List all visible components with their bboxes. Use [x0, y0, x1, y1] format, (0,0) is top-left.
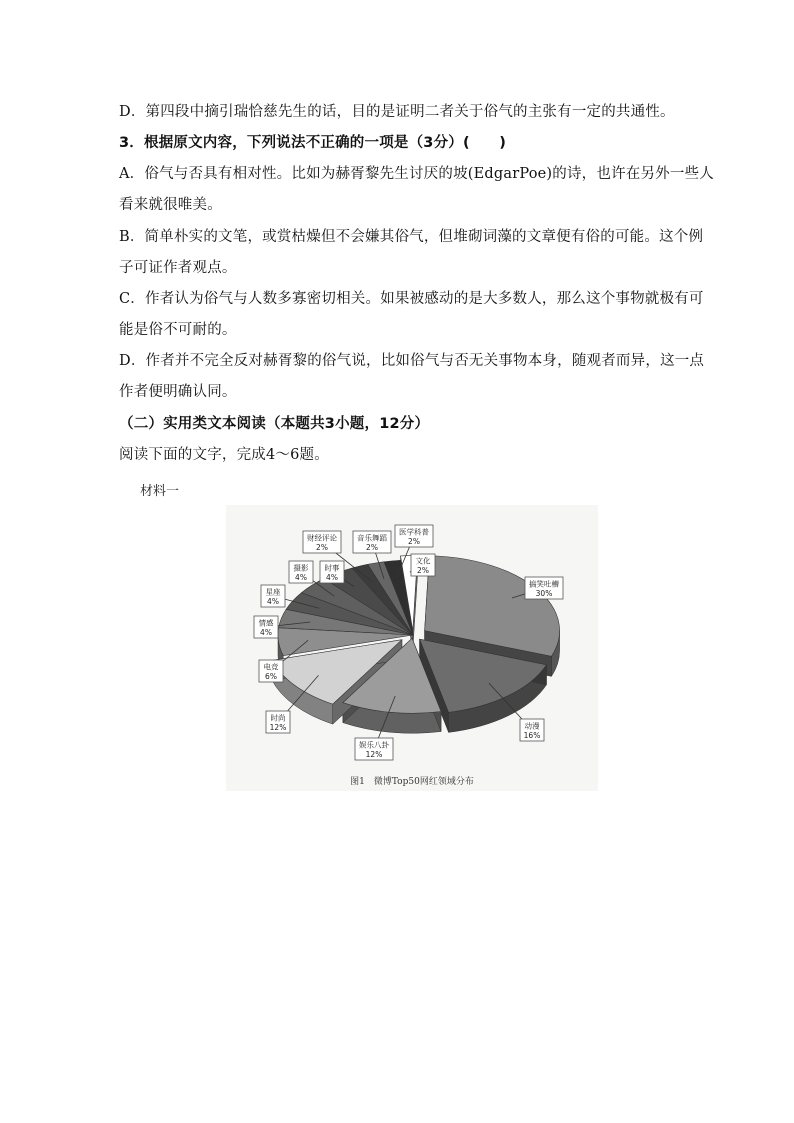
svg-text:财经评论: 财经评论: [307, 533, 337, 543]
option-c-line-1: C．作者认为俗气与人数多寡密切相关。如果被感动的是大多数人，那么这个事物就极有可: [119, 291, 704, 307]
svg-text:2%: 2%: [417, 566, 429, 575]
svg-text:文化: 文化: [415, 556, 431, 566]
pie-data-label: [261, 585, 285, 607]
svg-text:6%: 6%: [265, 672, 277, 681]
svg-text:时事: 时事: [324, 563, 340, 573]
svg-text:摄影: 摄影: [293, 563, 309, 573]
svg-text:4%: 4%: [260, 628, 272, 637]
svg-text:时尚: 时尚: [270, 713, 286, 723]
option-a-line-1: A．俗气与否具有相对性。比如为赫胥黎先生讨厌的坡(EdgarPoe)的诗，也许在另外一些人: [119, 166, 714, 182]
pie-chart-figure: [226, 505, 598, 791]
svg-text:娱乐八卦: 娱乐八卦: [359, 740, 389, 750]
svg-text:2%: 2%: [366, 543, 378, 552]
svg-text:2%: 2%: [408, 537, 420, 546]
material-label: 材料一: [140, 484, 180, 499]
svg-text:2%: 2%: [316, 543, 328, 552]
pie-data-label: [259, 660, 283, 682]
svg-text:动漫: 动漫: [524, 721, 540, 731]
pie-data-label: [355, 738, 393, 760]
svg-text:搞笑吐槽: 搞笑吐槽: [529, 579, 559, 589]
option-a-line-2: 看来就很唯美。: [119, 197, 222, 213]
svg-text:情感: 情感: [258, 618, 274, 628]
pie-data-label: [289, 561, 313, 583]
option-b-line-1: B．简单朴实的文笔，或赏枯燥但不会嫌其俗气，但堆砌词藻的文章便有俗的可能。这个例: [119, 229, 704, 245]
instruction-line: 阅读下面的文字，完成4～6题。: [119, 447, 329, 463]
svg-text:4%: 4%: [326, 573, 338, 582]
svg-text:电竞: 电竞: [263, 662, 279, 672]
pie-data-label: [411, 554, 435, 576]
pie-data-label: [320, 561, 344, 583]
pie-data-label: [520, 719, 544, 741]
svg-text:星座: 星座: [265, 587, 281, 597]
pie-data-label: [395, 525, 433, 547]
chart-caption: 图1 微博Top50网红领域分布: [350, 777, 474, 787]
option-d2-line-2: 作者便明确认同。: [119, 384, 237, 400]
svg-text:30%: 30%: [535, 589, 553, 598]
svg-text:16%: 16%: [523, 731, 541, 740]
section-heading: （二）实用类文本阅读（本题共3小题，12分）: [119, 416, 430, 432]
svg-text:医学科普: 医学科普: [399, 527, 429, 537]
pie-data-label: [254, 616, 278, 638]
svg-text:12%: 12%: [269, 723, 287, 732]
svg-text:4%: 4%: [295, 573, 307, 582]
svg-text:音乐舞蹈: 音乐舞蹈: [357, 533, 387, 543]
pie-chart: [226, 505, 598, 791]
option-c-line-2: 能是俗不可耐的。: [119, 322, 237, 338]
option-d-line: D．第四段中摘引瑞恰慈先生的话，目的是证明二者关于俗气的主张有一定的共通性。: [119, 104, 675, 120]
option-b-line-2: 子可证作者观点。: [119, 260, 237, 276]
question-3-stem: 3．根据原文内容，下列说法不正确的一项是（3分）( ): [119, 135, 507, 151]
pie-data-label: [303, 531, 341, 553]
pie-data-label: [353, 531, 391, 553]
option-d2-line-1: D．作者并不完全反对赫胥黎的俗气说，比如俗气与否无关事物本身，随观者而异，这一点: [119, 353, 705, 369]
svg-text:12%: 12%: [365, 750, 383, 759]
pie-data-label: [266, 711, 290, 733]
svg-text:4%: 4%: [267, 597, 279, 606]
pie-data-label: [525, 577, 563, 599]
